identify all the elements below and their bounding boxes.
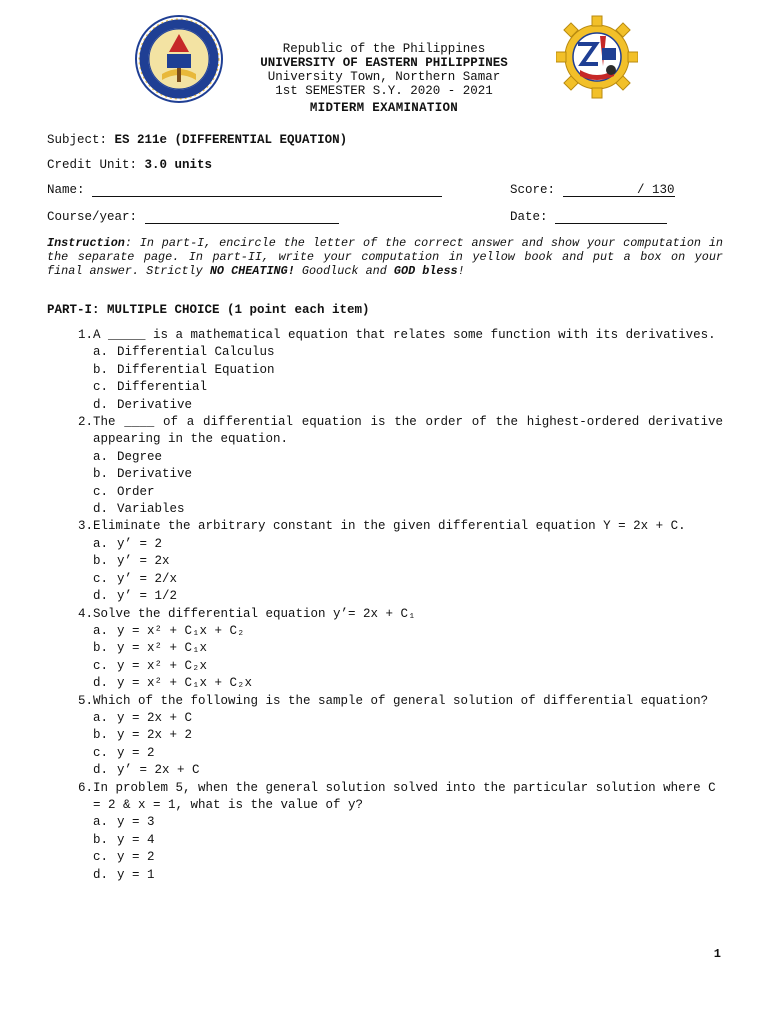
date-blank[interactable] — [555, 210, 667, 224]
question-number: 5. — [77, 693, 93, 708]
exam-title: MIDTERM EXAMINATION — [309, 101, 459, 115]
header-address: University Town, Northern Samar — [267, 70, 501, 84]
option-d[interactable]: d. y = 1 — [93, 867, 155, 882]
question-4 — [47, 606, 723, 693]
question-number: 3. — [77, 519, 93, 534]
instruction-label: Instruction — [47, 236, 125, 250]
option-c[interactable]: c. y = 2 — [93, 850, 155, 865]
instruction-text-2: Goodluck and — [294, 263, 394, 278]
subject-label: Subject: — [47, 133, 108, 147]
option-a[interactable]: a. Differential Calculus — [93, 345, 275, 360]
question-6 — [47, 780, 723, 884]
score-label: Score: — [510, 183, 556, 197]
page-number: 1 — [713, 947, 721, 961]
question-text: Eliminate the arbitrary constant in the given differential equation Y = 2x + C. — [93, 519, 686, 534]
instruction-text-1: : In part-I, encircle the letter of the correct answer and show your computation in the separate page. In part-II, write your computation in yellow book and put a box on your final answer. Strictly — [47, 236, 723, 278]
option-c[interactable]: c. y’ = 2/x — [93, 571, 178, 586]
option-b[interactable]: b. y = 2x + 2 — [93, 728, 193, 743]
option-c[interactable]: c. Differential — [93, 380, 208, 395]
question-text: In problem 5, when the general solution solved into the particular solution where C = 2 & x = 1, what is the value of y? — [93, 780, 716, 812]
score-line — [510, 183, 675, 197]
subject-value: ES 211e (DIFFERENTIAL EQUATION) — [114, 133, 348, 147]
option-b[interactable]: b. y = x² + C₁x — [93, 641, 208, 656]
question-1 — [47, 327, 723, 414]
question-3 — [47, 518, 723, 605]
question-text: The ____ of a differential equation is the order of the highest-ordered derivative appearing in the equation. — [93, 415, 723, 447]
question-number: 2. — [77, 415, 93, 430]
subject-line — [47, 133, 347, 147]
name-blank[interactable] — [92, 183, 442, 197]
option-d[interactable]: d. y’ = 2x + C — [93, 763, 200, 778]
option-d[interactable]: d. Derivative — [93, 397, 193, 412]
question-number: 6. — [77, 780, 93, 795]
question-5 — [47, 693, 723, 780]
option-a[interactable]: a. Degree — [93, 449, 163, 464]
god-bless-text: GOD bless — [393, 263, 458, 278]
course-blank[interactable] — [145, 210, 339, 224]
credit-value: 3.0 units — [144, 158, 213, 172]
date-line — [510, 210, 667, 224]
option-a[interactable]: a. y = x² + C₁x + C₂ — [93, 623, 245, 638]
question-list — [47, 327, 723, 884]
credit-line — [47, 158, 212, 172]
part-1-title: PART-I: MULTIPLE CHOICE (1 point each item) — [47, 303, 370, 317]
option-b[interactable]: b. Differential Equation — [93, 362, 275, 377]
header-republic: Republic of the Philippines — [282, 42, 486, 56]
question-text: Which of the following is the sample of general solution of differential equation? — [93, 693, 709, 708]
option-c[interactable]: c. Order — [93, 484, 155, 499]
course-label: Course/year: — [47, 210, 138, 224]
option-b[interactable]: b. y’ = 2x — [93, 554, 170, 569]
question-number: 4. — [77, 606, 93, 621]
question-2 — [47, 414, 723, 518]
option-d[interactable]: d. y’ = 1/2 — [93, 589, 178, 604]
question-number: 1. — [77, 328, 93, 342]
no-cheating-text: NO CHEATING! — [209, 263, 295, 278]
name-label: Name: — [47, 183, 85, 197]
instruction-paragraph — [47, 237, 723, 278]
header-semester: 1st SEMESTER S.Y. 2020 - 2021 — [275, 84, 493, 98]
question-text: Solve the differential equation y’= 2x + C₁ — [93, 606, 416, 621]
name-line — [47, 183, 442, 197]
document-header — [0, 42, 768, 115]
option-c[interactable]: c. y = 2 — [93, 745, 155, 760]
option-a[interactable]: a. y’ = 2 — [93, 536, 163, 551]
option-a[interactable]: a. y = 2x + C — [93, 710, 193, 725]
header-university: UNIVERSITY OF EASTERN PHILIPPINES — [260, 56, 508, 70]
option-a[interactable]: a. y = 3 — [93, 815, 155, 830]
option-d[interactable]: d. Variables — [93, 502, 185, 517]
question-text: A _____ is a mathematical equation that relates some function with its derivatives. — [93, 328, 716, 342]
score-total: / 130 — [637, 183, 675, 197]
option-d[interactable]: d. y = x² + C₁x + C₂x — [93, 676, 253, 691]
instruction-text-3: ! — [457, 263, 465, 278]
option-b[interactable]: b. Derivative — [93, 467, 193, 482]
score-blank[interactable] — [563, 183, 675, 197]
credit-label: Credit Unit: — [47, 158, 138, 172]
course-line — [47, 210, 339, 224]
option-b[interactable]: b. y = 4 — [93, 832, 155, 847]
option-c[interactable]: c. y = x² + C₂x — [93, 658, 208, 673]
date-label: Date: — [510, 210, 548, 224]
